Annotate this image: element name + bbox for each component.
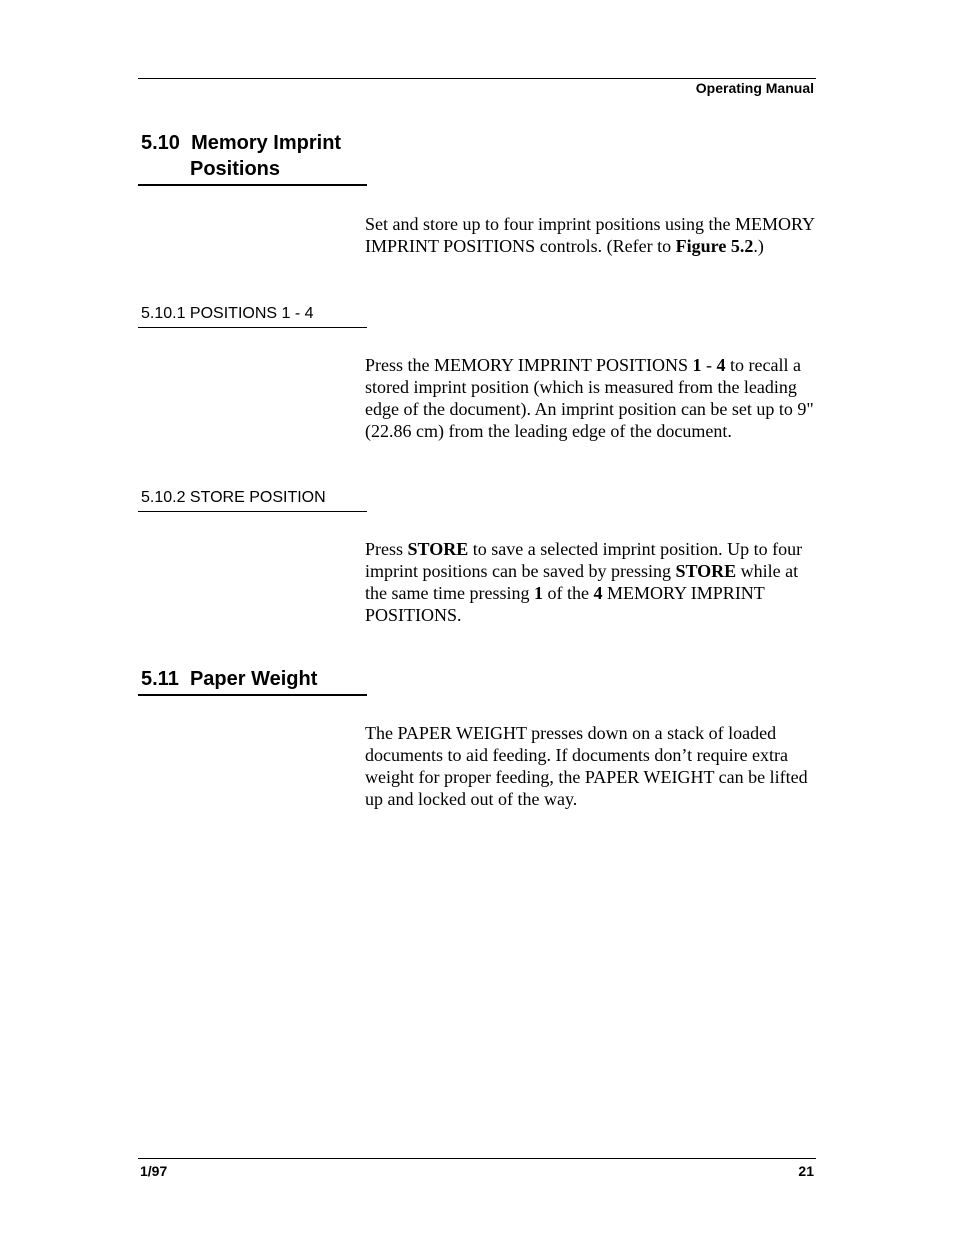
text-run: Press the MEMORY IMPRINT POSITIONS: [365, 355, 693, 375]
text-run: while at the same time pressing: [365, 561, 799, 603]
paragraph-5-10-2: [365, 538, 815, 626]
running-header-title: Operating Manual: [695, 80, 814, 96]
section-number: 5.10: [141, 132, 180, 154]
section-number: 5.11: [141, 668, 179, 690]
footer-rule: [138, 1158, 816, 1159]
text-run: .): [753, 236, 764, 256]
section-title: Paper Weight: [189, 668, 318, 690]
text-run: Press: [365, 539, 408, 559]
text-run: Set and store up to four imprint positions using the MEMORY IMPRINT POSITIONS controls. (Refer to: [365, 214, 815, 256]
bold-run: STORE: [675, 561, 737, 581]
footer-date: 1/97: [140, 1163, 168, 1179]
text-run: to save a selected imprint position. Up to four imprint positions can be saved by pressing: [365, 539, 803, 581]
subsection-heading-5-10-2: [138, 488, 367, 512]
paragraph-5-10: [365, 213, 815, 257]
bold-run: 1: [692, 355, 702, 375]
paragraph-5-11: The PAPER WEIGHT presses down on a stack of loaded documents to aid feeding. If documents don’t require extra weight for proper feeding, the PAPER WEIGHT can be lifted up and locked out of the way.: [365, 723, 808, 809]
bold-run: STORE: [407, 539, 469, 559]
bold-run: 4: [593, 583, 603, 603]
page-number: 21: [798, 1163, 814, 1179]
text-run: to recall a stored imprint position (which is measured from the leading edge of the document). An imprint position can be set up to 9" (22.86 cm) from the leading edge of the document.: [365, 355, 814, 441]
section-heading-5-11: [138, 666, 367, 696]
subsection-heading-5-10-1: [138, 304, 367, 328]
bold-run: 4: [716, 355, 726, 375]
section-heading-5-10: [138, 130, 367, 186]
bold-run: 1: [533, 583, 543, 603]
subsection-title: 5.10.1 POSITIONS 1 - 4: [141, 305, 314, 322]
section-title-line2: Positions: [190, 158, 281, 180]
figure-reference: Figure 5.2: [675, 236, 754, 256]
section-title-line1: Memory Imprint: [191, 132, 342, 154]
text-run: MEMORY IMPRINT POSITIONS.: [365, 583, 765, 625]
subsection-title: 5.10.2 STORE POSITION: [141, 489, 326, 506]
paragraph-5-10-1: [365, 354, 815, 442]
text-run: of the: [542, 583, 594, 603]
header-rule: [138, 78, 816, 79]
text-run: -: [701, 355, 717, 375]
